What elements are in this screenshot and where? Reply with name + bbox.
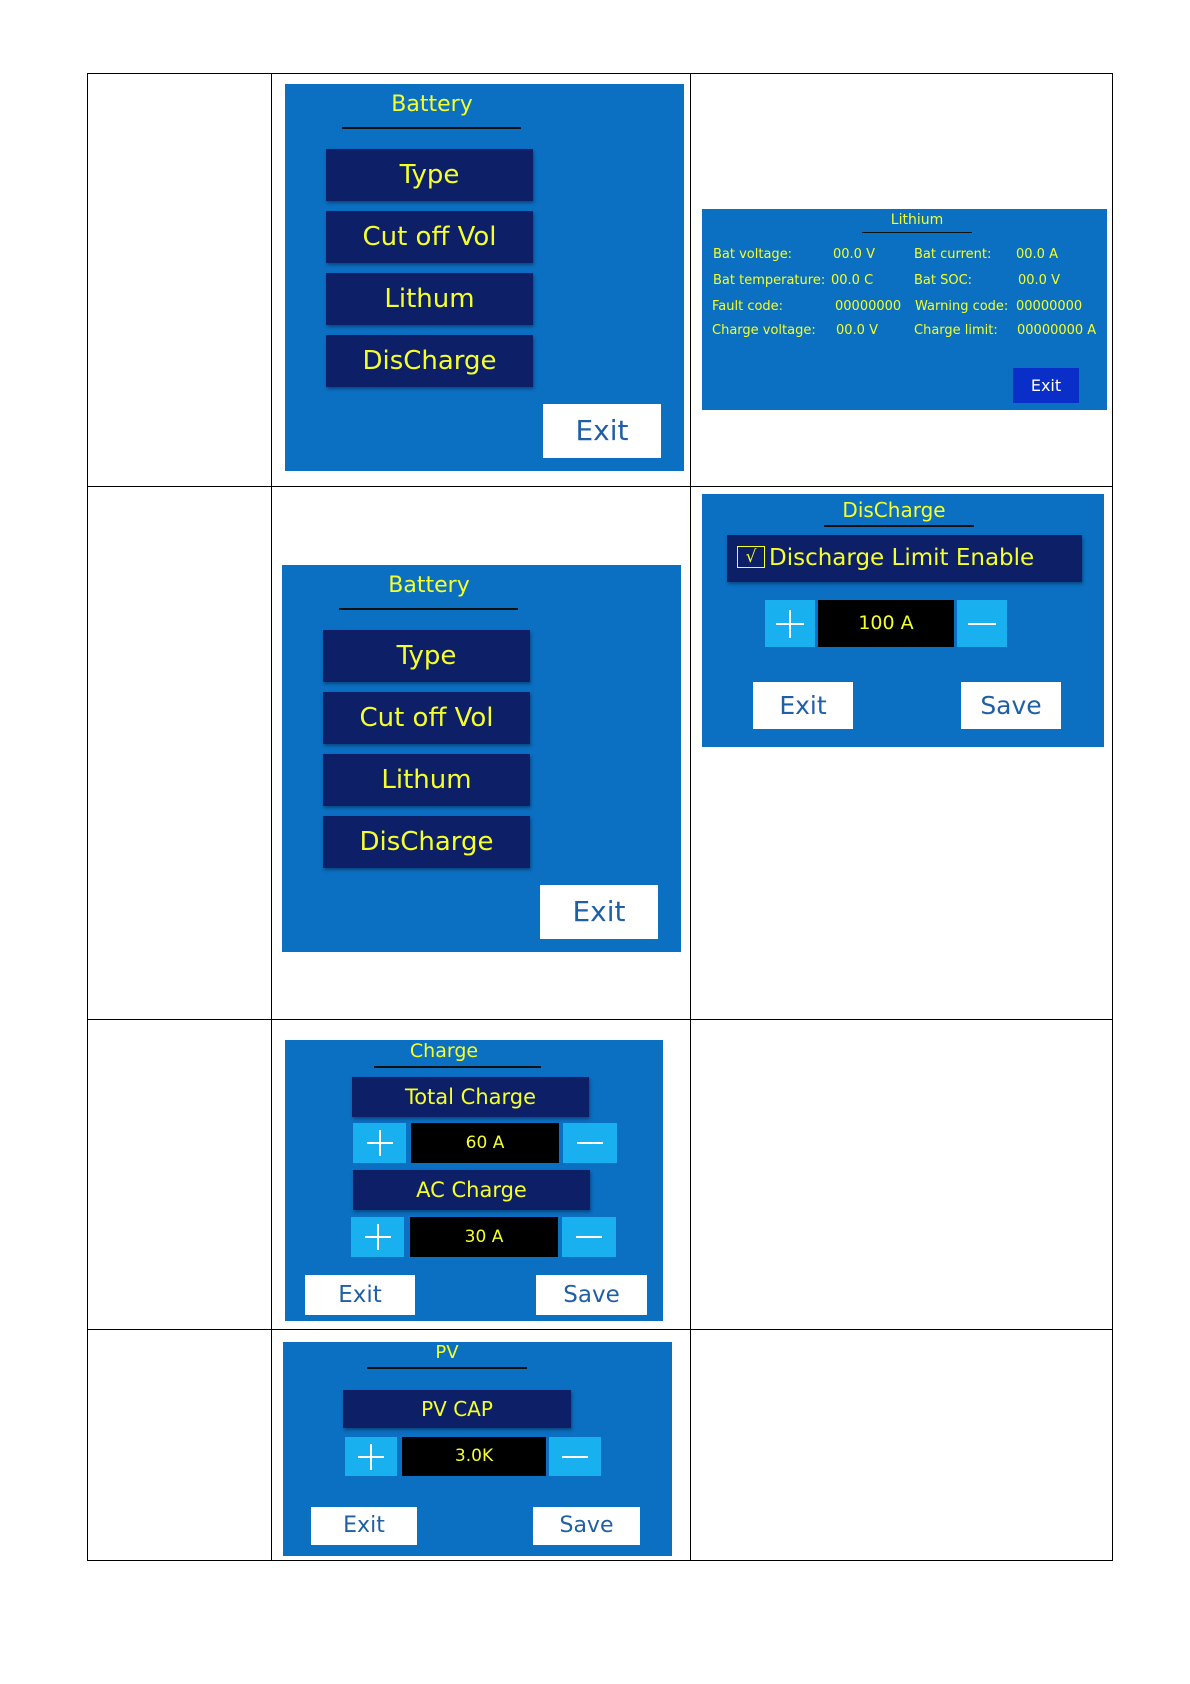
pv-increment-button[interactable] [345, 1437, 397, 1476]
screen-title: Battery [391, 92, 473, 117]
warning-code-label: Warning code: [915, 299, 1009, 314]
screen-title: DisCharge [842, 498, 946, 522]
discharge-value[interactable]: 100 A [818, 600, 954, 647]
ac-increment-button[interactable] [351, 1217, 404, 1257]
charge-voltage-value: 00.0 V [836, 323, 878, 338]
table-divider [88, 1329, 1112, 1330]
plus-icon [356, 1442, 386, 1472]
minus-icon [575, 1128, 605, 1158]
menu-item-lithum[interactable]: Lithum [323, 754, 530, 806]
save-button[interactable]: Save [961, 682, 1061, 729]
fault-code-value: 00000000 [835, 299, 902, 314]
exit-button[interactable]: Exit [311, 1507, 417, 1545]
decrement-button[interactable] [957, 600, 1007, 647]
pv-decrement-button[interactable] [549, 1437, 601, 1476]
total-charge-value[interactable]: 60 A [411, 1123, 559, 1163]
charge-limit-label: Charge limit: [914, 323, 998, 338]
title-underline [374, 1066, 541, 1068]
title-underline [862, 232, 972, 233]
total-increment-button[interactable] [353, 1123, 406, 1163]
exit-button[interactable]: Exit [543, 404, 661, 458]
bat-temperature-label: Bat temperature: [713, 273, 826, 288]
exit-button[interactable]: Exit [753, 682, 853, 729]
screen-title: Charge [409, 1040, 479, 1062]
charge-limit-value: 00000000 A [1017, 323, 1097, 338]
total-decrement-button[interactable] [563, 1123, 617, 1163]
bat-current-label: Bat current: [914, 247, 992, 262]
save-button[interactable]: Save [533, 1507, 640, 1545]
plus-icon [365, 1128, 395, 1158]
exit-button[interactable]: Exit [305, 1275, 415, 1315]
title-underline [342, 127, 521, 129]
save-button[interactable]: Save [536, 1275, 647, 1315]
bat-soc-label: Bat SOC: [914, 273, 973, 288]
exit-button[interactable]: Exit [540, 885, 658, 939]
bat-voltage-label: Bat voltage: [713, 247, 793, 262]
discharge-limit-enable-row[interactable] [727, 535, 1082, 582]
plus-icon [363, 1222, 393, 1252]
title-underline [824, 525, 974, 527]
bat-temperature-value: 00.0 C [831, 273, 874, 288]
charge-voltage-label: Charge voltage: [712, 323, 816, 338]
plus-icon [774, 608, 806, 640]
battery-menu-screen [285, 84, 684, 471]
total-charge-label: Total Charge [352, 1077, 589, 1117]
battery-menu-screen-2 [282, 565, 681, 952]
minus-icon [560, 1442, 590, 1472]
discharge-screen [702, 494, 1104, 747]
table-divider [690, 74, 691, 1560]
ac-charge-value[interactable]: 30 A [410, 1217, 558, 1257]
exit-button[interactable]: Exit [1013, 368, 1079, 403]
menu-item-lithum[interactable]: Lithum [326, 273, 533, 325]
table-divider [88, 1019, 1112, 1020]
pv-screen [283, 1342, 672, 1556]
menu-item-discharge[interactable]: DisCharge [323, 816, 530, 868]
increment-button[interactable] [765, 600, 815, 647]
ac-charge-label: AC Charge [353, 1170, 590, 1210]
menu-item-cut-off-vol[interactable]: Cut off Vol [326, 211, 533, 263]
screen-title: PV [435, 1342, 459, 1363]
menu-item-type[interactable]: Type [323, 630, 530, 682]
warning-code-value: 00000000 [1016, 299, 1083, 314]
checkbox-label: Discharge Limit Enable [769, 545, 1035, 571]
bat-current-value: 00.0 A [1016, 247, 1058, 262]
pv-cap-value[interactable]: 3.0K [402, 1437, 546, 1476]
bat-soc-value: 00.0 V [1018, 273, 1060, 288]
charge-screen [285, 1040, 663, 1321]
table-divider [271, 74, 272, 1560]
table-divider [88, 486, 1112, 487]
screen-title: Lithium [890, 212, 944, 228]
fault-code-label: Fault code: [712, 299, 784, 314]
ac-decrement-button[interactable] [562, 1217, 616, 1257]
checkbox[interactable]: √ [737, 546, 765, 568]
menu-item-discharge[interactable]: DisCharge [326, 335, 533, 387]
minus-icon [574, 1222, 604, 1252]
pv-cap-label: PV CAP [343, 1390, 571, 1428]
menu-item-cut-off-vol[interactable]: Cut off Vol [323, 692, 530, 744]
menu-item-type[interactable]: Type [326, 149, 533, 201]
title-underline [367, 1367, 527, 1369]
screen-title: Battery [388, 573, 470, 598]
title-underline [339, 608, 518, 610]
lithium-screen [702, 209, 1107, 410]
bat-voltage-value: 00.0 V [833, 247, 875, 262]
minus-icon [966, 608, 998, 640]
